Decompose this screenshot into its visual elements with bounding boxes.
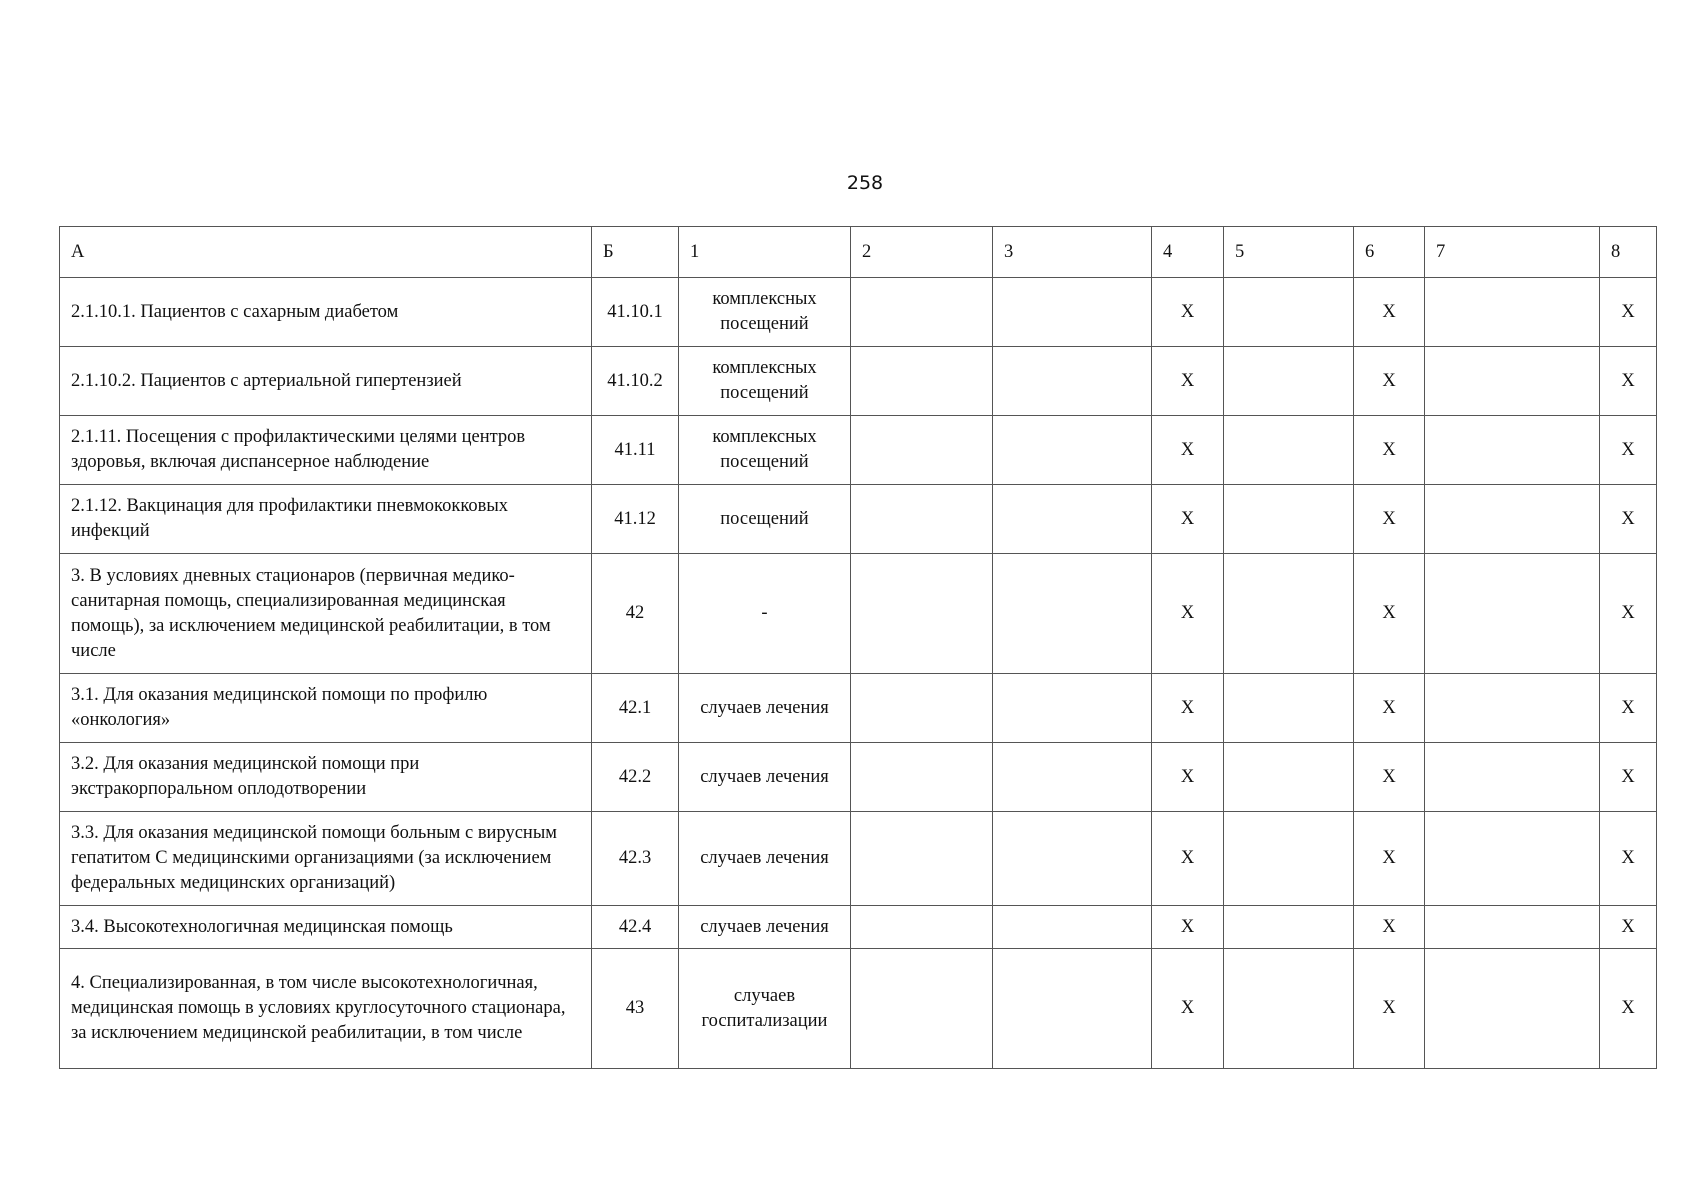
row-unit: случаев лечения <box>679 812 851 906</box>
row-col-2 <box>851 743 993 812</box>
row-col-7 <box>1425 743 1600 812</box>
row-col-3 <box>993 949 1152 1069</box>
row-code: 41.10.1 <box>592 278 679 347</box>
row-col-5 <box>1224 674 1354 743</box>
row-col-3 <box>993 485 1152 554</box>
row-col-4: X <box>1152 347 1224 416</box>
row-unit: случаев лечения <box>679 674 851 743</box>
row-name: 3.2. Для оказания медицинской помощи при экстракорпоральном оплодотворении <box>60 743 592 812</box>
header-cell-6: 6 <box>1354 227 1425 278</box>
table-row <box>60 485 1657 554</box>
row-code: 42.4 <box>592 906 679 949</box>
row-col-2 <box>851 906 993 949</box>
row-col-7 <box>1425 949 1600 1069</box>
row-unit: случаев лечения <box>679 743 851 812</box>
data-table <box>59 226 1657 1069</box>
row-col-5 <box>1224 554 1354 674</box>
header-cell-3: 3 <box>993 227 1152 278</box>
row-col-2 <box>851 674 993 743</box>
row-col-5 <box>1224 278 1354 347</box>
table-row <box>60 278 1657 347</box>
row-unit: комплексных посещений <box>679 278 851 347</box>
row-col-5 <box>1224 812 1354 906</box>
row-col-8: X <box>1600 906 1657 949</box>
row-unit: посещений <box>679 485 851 554</box>
row-col-5 <box>1224 485 1354 554</box>
row-unit: комплексных посещений <box>679 347 851 416</box>
row-col-5 <box>1224 416 1354 485</box>
header-cell-2: 2 <box>851 227 993 278</box>
row-name: 3.3. Для оказания медицинской помощи больным с вирусным гепатитом С медицинскими организациями (за исключением федеральных медицинских организаций) <box>60 812 592 906</box>
row-col-3 <box>993 906 1152 949</box>
header-cell-a: А <box>60 227 592 278</box>
row-col-8: X <box>1600 812 1657 906</box>
row-col-4: X <box>1152 743 1224 812</box>
row-col-2 <box>851 554 993 674</box>
row-col-4: X <box>1152 416 1224 485</box>
row-col-6: X <box>1354 906 1425 949</box>
row-col-7 <box>1425 812 1600 906</box>
row-col-8: X <box>1600 485 1657 554</box>
row-col-8: X <box>1600 674 1657 743</box>
header-cell-5: 5 <box>1224 227 1354 278</box>
row-col-5 <box>1224 743 1354 812</box>
row-name: 3.4. Высокотехнологичная медицинская помощь <box>60 906 592 949</box>
header-cell-7: 7 <box>1425 227 1600 278</box>
row-col-8: X <box>1600 278 1657 347</box>
row-unit: - <box>679 554 851 674</box>
table-row <box>60 674 1657 743</box>
row-col-6: X <box>1354 554 1425 674</box>
row-col-7 <box>1425 278 1600 347</box>
row-col-8: X <box>1600 554 1657 674</box>
row-name: 2.1.10.1. Пациентов с сахарным диабетом <box>60 278 592 347</box>
row-col-8: X <box>1600 743 1657 812</box>
row-col-2 <box>851 485 993 554</box>
header-cell-4: 4 <box>1152 227 1224 278</box>
row-col-4: X <box>1152 949 1224 1069</box>
row-col-8: X <box>1600 949 1657 1069</box>
row-col-2 <box>851 416 993 485</box>
row-col-3 <box>993 416 1152 485</box>
row-name: 3. В условиях дневных стационаров (первичная медико-санитарная помощь, специализированная медицинская помощь), за исключением медицинской реабилитации, в том числе <box>60 554 592 674</box>
row-name: 3.1. Для оказания медицинской помощи по профилю «онкология» <box>60 674 592 743</box>
row-unit: случаев госпитализации <box>679 949 851 1069</box>
row-col-7 <box>1425 485 1600 554</box>
row-col-8: X <box>1600 416 1657 485</box>
row-col-2 <box>851 812 993 906</box>
row-col-6: X <box>1354 674 1425 743</box>
row-name: 2.1.11. Посещения с профилактическими целями центров здоровья, включая диспансерное наблюдение <box>60 416 592 485</box>
row-col-6: X <box>1354 949 1425 1069</box>
page-number: 258 <box>846 172 884 194</box>
row-code: 42 <box>592 554 679 674</box>
row-col-6: X <box>1354 278 1425 347</box>
row-col-4: X <box>1152 278 1224 347</box>
row-col-3 <box>993 347 1152 416</box>
table-row <box>60 743 1657 812</box>
row-col-2 <box>851 278 993 347</box>
table-row <box>60 347 1657 416</box>
header-cell-b: Б <box>592 227 679 278</box>
row-col-4: X <box>1152 906 1224 949</box>
row-col-8: X <box>1600 347 1657 416</box>
row-code: 41.12 <box>592 485 679 554</box>
row-name: 4. Специализированная, в том числе высокотехнологичная, медицинская помощь в условиях круглосуточного стационара, за исключением медицинской реабилитации, в том числе <box>60 949 592 1069</box>
row-code: 41.10.2 <box>592 347 679 416</box>
row-unit: случаев лечения <box>679 906 851 949</box>
row-name: 2.1.12. Вакцинация для профилактики пневмококковых инфекций <box>60 485 592 554</box>
row-col-3 <box>993 554 1152 674</box>
row-col-6: X <box>1354 485 1425 554</box>
row-col-3 <box>993 812 1152 906</box>
row-col-7 <box>1425 347 1600 416</box>
row-col-3 <box>993 674 1152 743</box>
row-col-3 <box>993 743 1152 812</box>
table-row <box>60 416 1657 485</box>
row-col-3 <box>993 278 1152 347</box>
row-code: 41.11 <box>592 416 679 485</box>
table-header-row <box>60 227 1657 278</box>
row-col-4: X <box>1152 485 1224 554</box>
row-col-7 <box>1425 906 1600 949</box>
row-code: 42.1 <box>592 674 679 743</box>
row-col-7 <box>1425 416 1600 485</box>
table-row <box>60 949 1657 1069</box>
row-col-2 <box>851 347 993 416</box>
row-col-6: X <box>1354 743 1425 812</box>
header-cell-1: 1 <box>679 227 851 278</box>
table-row <box>60 554 1657 674</box>
row-col-7 <box>1425 554 1600 674</box>
table-row <box>60 906 1657 949</box>
row-col-4: X <box>1152 674 1224 743</box>
row-unit: комплексных посещений <box>679 416 851 485</box>
row-col-5 <box>1224 906 1354 949</box>
row-col-5 <box>1224 949 1354 1069</box>
row-col-6: X <box>1354 416 1425 485</box>
row-col-5 <box>1224 347 1354 416</box>
row-code: 42.2 <box>592 743 679 812</box>
row-col-4: X <box>1152 554 1224 674</box>
row-col-2 <box>851 949 993 1069</box>
row-col-6: X <box>1354 812 1425 906</box>
row-name: 2.1.10.2. Пациентов с артериальной гипертензией <box>60 347 592 416</box>
row-code: 43 <box>592 949 679 1069</box>
row-col-6: X <box>1354 347 1425 416</box>
row-col-7 <box>1425 674 1600 743</box>
header-cell-8: 8 <box>1600 227 1657 278</box>
row-code: 42.3 <box>592 812 679 906</box>
table-row <box>60 812 1657 906</box>
row-col-4: X <box>1152 812 1224 906</box>
